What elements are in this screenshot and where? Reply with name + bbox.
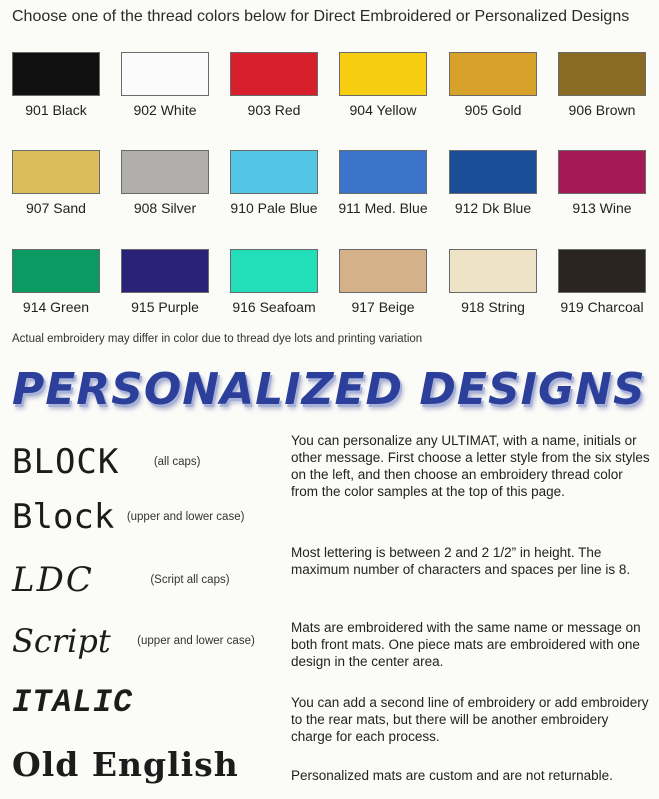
lettering-style-ldc: [12, 560, 230, 600]
style-sample: LDC: [12, 560, 94, 600]
color-swatch: [1, 249, 111, 315]
color-label: 919 Charcoal: [560, 299, 644, 315]
color-label: 903 Red: [247, 102, 301, 118]
color-swatch: [110, 52, 220, 118]
color-label: 907 Sand: [26, 200, 86, 216]
color-label: 917 Beige: [351, 299, 415, 315]
color-chip: [339, 150, 427, 194]
color-swatch: [219, 52, 329, 118]
color-chip: [230, 52, 318, 96]
lettering-style-script: [12, 622, 255, 660]
color-swatch: [438, 150, 548, 216]
lettering-style-old-english: [12, 745, 239, 784]
style-sample: BLOCK: [12, 442, 120, 482]
color-swatch: [328, 52, 438, 118]
color-swatch: [110, 249, 220, 315]
color-label: 910 Pale Blue: [230, 200, 318, 216]
color-swatch: [547, 52, 657, 118]
section-title: PERSONALIZED DESIGNS: [12, 364, 646, 415]
color-swatch: [1, 150, 111, 216]
lettering-style-italic: [12, 684, 133, 721]
color-label: 911 Med. Blue: [338, 200, 428, 216]
color-swatch: [110, 150, 220, 216]
color-swatch: [328, 249, 438, 315]
style-note: (all caps): [153, 456, 201, 468]
info-paragraph: Personalized mats are custom and are not returnable.: [291, 768, 613, 783]
thread-color-grid: [0, 0, 659, 330]
color-label: 908 Silver: [133, 200, 197, 216]
color-chip: [230, 249, 318, 293]
style-sample: ITALIC: [12, 684, 134, 721]
color-chip: [12, 150, 100, 194]
style-note: (Script all caps): [150, 574, 230, 586]
color-swatch: [438, 52, 548, 118]
color-chip: [449, 150, 537, 194]
info-paragraph: Mats are embroidered with the same name or message on both front mats. One piece mats are embroidered with one design in the center area.: [291, 620, 641, 669]
color-chip: [339, 249, 427, 293]
color-chip: [121, 249, 209, 293]
color-label: 918 String: [461, 299, 525, 315]
color-swatch: [438, 249, 548, 315]
color-chip: [121, 52, 209, 96]
lettering-style-block-mixed: [12, 497, 244, 537]
color-swatch: [219, 249, 329, 315]
color-chip: [121, 150, 209, 194]
color-chip: [339, 52, 427, 96]
color-label: 905 Gold: [464, 102, 522, 118]
color-label: 902 White: [133, 102, 197, 118]
color-chip: [558, 150, 646, 194]
info-paragraph: Most lettering is between 2 and 2 1/2” in height. The maximum number of characters and spaces per line is 8.: [291, 545, 631, 577]
color-swatch: [219, 150, 329, 216]
style-sample: Old English: [12, 745, 239, 784]
color-label: 915 Purple: [131, 299, 199, 315]
color-disclaimer: Actual embroidery may differ in color due to thread dye lots and printing variation: [12, 333, 423, 345]
color-chip: [558, 52, 646, 96]
lettering-style-block-caps: [12, 442, 200, 482]
color-label: 906 Brown: [568, 102, 636, 118]
color-chip: [449, 249, 537, 293]
info-paragraph: You can add a second line of embroidery or add embroidery to the rear mats, but there will be another embroidery charge for each process.: [291, 695, 649, 744]
color-swatch: [1, 52, 111, 118]
color-chip: [12, 249, 100, 293]
color-label: 901 Black: [25, 102, 87, 118]
info-paragraph: You can personalize any ULTIMAT, with a name, initials or other message. First choose a letter style from the six styles on the left, and then choose an embroidery thread color from the color samples at the top of this page.: [291, 433, 650, 499]
color-swatch: [328, 150, 438, 216]
color-chip: [449, 52, 537, 96]
style-note: (upper and lower case): [126, 511, 245, 523]
page-heading: Choose one of the thread colors below for Direct Embroidered or Personalized Designs: [12, 8, 630, 25]
color-chip: [230, 150, 318, 194]
color-label: 913 Wine: [572, 200, 632, 216]
style-sample: Block: [12, 497, 115, 537]
color-swatch: [547, 249, 657, 315]
color-label: 904 Yellow: [349, 102, 417, 118]
color-swatch: [547, 150, 657, 216]
color-chip: [558, 249, 646, 293]
style-sample: Script: [12, 622, 111, 660]
color-label: 912 Dk Blue: [454, 200, 532, 216]
color-label: 914 Green: [22, 299, 90, 315]
color-chip: [12, 52, 100, 96]
color-label: 916 Seafoam: [232, 299, 316, 315]
style-note: (upper and lower case): [137, 635, 255, 647]
